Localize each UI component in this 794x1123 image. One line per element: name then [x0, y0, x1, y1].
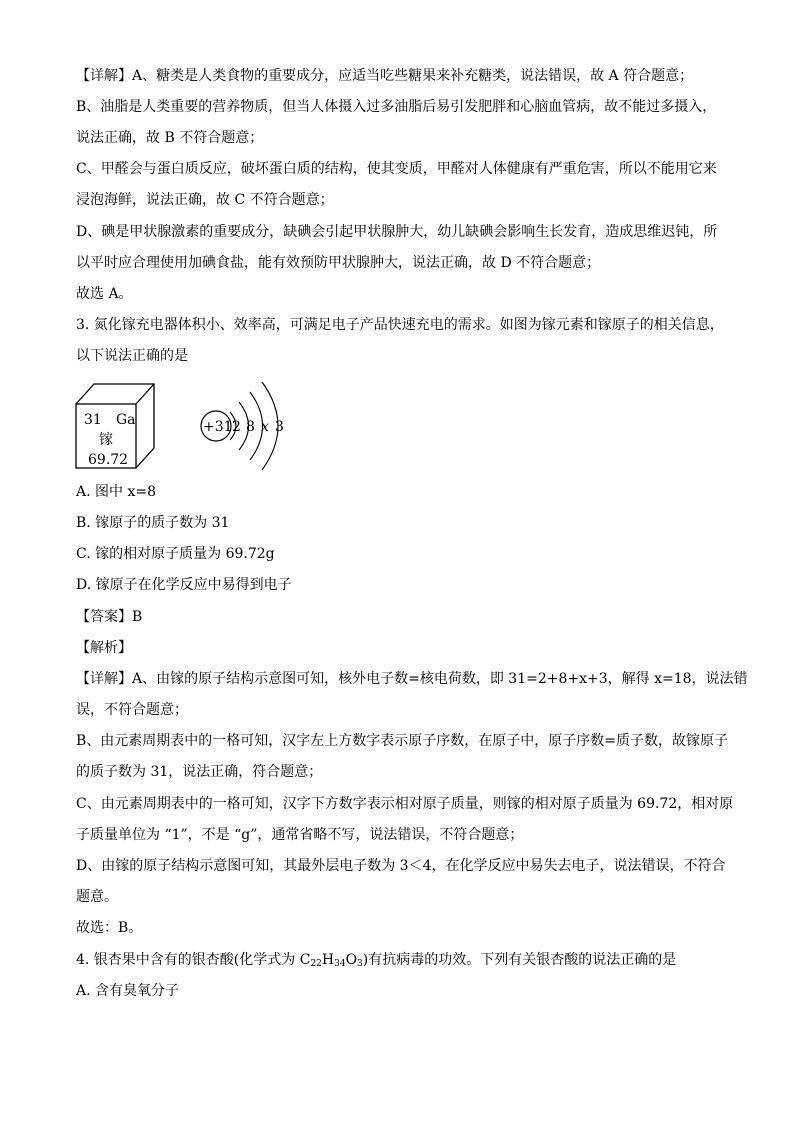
analysis-label: 【解析】: [76, 640, 132, 656]
text-line: D、由镓的原子结构示意图可知，其最外层电子数为 3＜4，在化学反应中易失去电子，说法错误，不符合: [76, 858, 726, 874]
text-line: 的质子数为 31，说法正确，符合题意；: [76, 764, 323, 780]
text-line: 子质量单位为 “1”，不是 “g”，通常省略不写，说法错误，不符合题意；: [76, 827, 524, 843]
question-stem: 以下说法正确的是: [76, 348, 188, 364]
text-span: O: [345, 952, 358, 968]
text-span: )有抗病毒的功效。下列有关银杏酸的说法正确的是: [362, 952, 677, 968]
shell-electrons-4: 3: [275, 419, 284, 435]
nucleus-charge: +31: [203, 419, 233, 435]
shell-electrons-2: 8: [246, 419, 255, 435]
text-line: 【详解】A、糖类是人类食物的重要成分，应适当吃些糖果来补充糖类，说法错误，故 A 符合题意；: [76, 68, 694, 84]
atom-structure-diagram: [201, 382, 284, 470]
element-cube: [76, 384, 154, 468]
subscript: 22: [310, 959, 322, 969]
option-c: C. 镓的相对原子质量为 69.72g: [76, 546, 275, 562]
text-line: 浸泡海鲜，说法正确，故 C 不符合题意；: [76, 192, 334, 208]
text-line: D、碘是甲状腺激素的重要成分，缺碘会引起甲状腺肿大，幼儿缺碘会影响生长发育，造成思维迟钝，所: [76, 224, 718, 240]
text-line: 以平时应合理使用加碘食盐，能有效预防甲状腺肿大，说法正确，故 D 不符合题意；: [76, 255, 601, 271]
option-b: B. 镓原子的质子数为 31: [76, 515, 230, 531]
shell-electrons-1: 2: [232, 419, 241, 435]
question-stem: 3. 氮化镓充电器体积小、效率高，可满足电子产品快速充电的需求。如图为镓元素和镓原子的相关信息，: [76, 317, 724, 333]
text-line: B、由元素周期表中的一格可知，汉字左上方数字表示原子序数，在原子中，原子序数=质子数，故镓原子: [76, 733, 729, 749]
text-line: 说法正确，故 B 不符合题意；: [76, 130, 264, 146]
element-symbol: Ga: [116, 412, 136, 428]
atomic-number: 31: [84, 412, 102, 428]
element-name: 镓: [99, 432, 113, 448]
text-line: 【详解】A、由镓的原子结构示意图可知，核外电子数=核电荷数，即 31=2+8+x+3，解得 x=18，说法错: [76, 671, 748, 687]
atomic-mass: 69.72: [88, 452, 129, 468]
text-line: C、由元素周期表中的一格可知，汉字下方数字表示相对原子质量，则镓的相对原子质量为 69.72，相对原: [76, 796, 734, 812]
answer-label: 【答案】B: [76, 609, 143, 625]
text-line: 故选 A。: [76, 286, 133, 302]
gallium-figure: [72, 376, 312, 474]
text-line: 题意。: [76, 889, 118, 905]
shell-electrons-3: x: [261, 419, 269, 435]
subscript: 34: [334, 959, 346, 969]
text-span: H: [321, 952, 335, 968]
text-line: C、甲醛会与蛋白质反应，破坏蛋白质的结构，使其变质，甲醛对人体健康有严重危害，所以不能用它来: [76, 161, 717, 177]
subscript: 3: [357, 959, 363, 969]
option-d: D. 镓原子在化学反应中易得到电子: [76, 577, 292, 593]
text-line: 故选：B。: [76, 920, 143, 936]
question-stem: [76, 950, 726, 970]
option-a: A. 图中 x=8: [76, 484, 156, 500]
text-line: 误，不符合题意；: [76, 702, 188, 718]
option-a: A. 含有臭氧分子: [76, 983, 180, 999]
text-line: B、油脂是人类重要的营养物质，但当人体摄入过多油脂后易引发肥胖和心脑血管病，故不能过多摄入，: [76, 99, 717, 115]
text-span: 4. 银杏果中含有的银杏酸(化学式为 C: [76, 952, 311, 968]
